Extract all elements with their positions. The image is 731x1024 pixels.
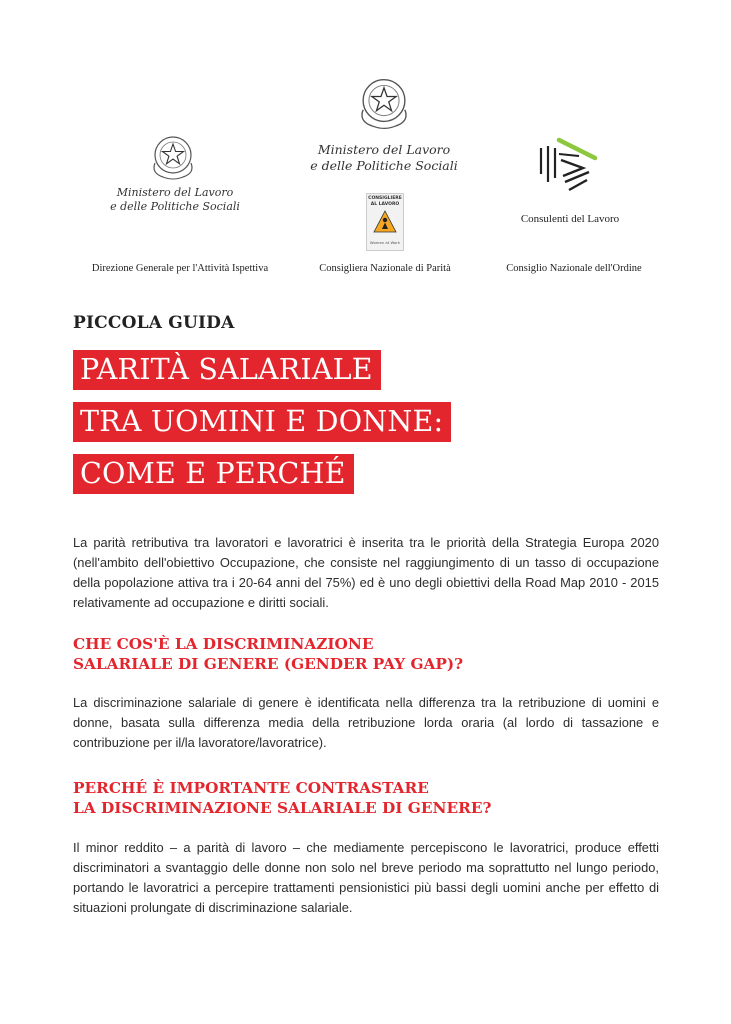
ministry-name-left <box>95 186 255 214</box>
logo-caption-center: Consigliera Nazionale di Parità <box>319 263 451 274</box>
badge-line1: CONSIGLIERE <box>368 196 402 201</box>
warning-woman-icon <box>373 210 397 234</box>
title-line-2: TRA UOMINI E DONNE: <box>73 402 451 442</box>
section1-heading-line1: CHE COS'È LA DISCRIMINAZIONE <box>73 635 374 653</box>
section2-heading-line1: PERCHÉ È IMPORTANTE CONTRASTARE <box>73 779 429 797</box>
logo-caption-left: Direzione Generale per l'Attività Ispettiva <box>91 263 269 274</box>
ministry-name-line1: Ministero del Lavoro <box>317 142 451 157</box>
ministry-name-center <box>294 142 474 174</box>
section1-heading <box>73 634 463 674</box>
italian-republic-emblem-left <box>149 133 197 183</box>
consulenti-lavoro-logo-icon <box>535 134 603 198</box>
title-line-3: COME E PERCHÉ <box>73 454 354 494</box>
consulenti-lavoro-name: Consulenti del Lavoro <box>520 213 620 225</box>
ministry-name-line2: e delle Politiche Sociali <box>110 200 240 213</box>
italian-republic-emblem-center <box>356 75 412 133</box>
badge-title <box>367 196 403 208</box>
section2-heading <box>73 778 491 818</box>
section1-heading-line2: SALARIALE DI GENERE (GENDER PAY GAP)? <box>73 655 464 673</box>
badge-footer: Women at Work <box>369 240 401 245</box>
badge-line2: AL LAVORO <box>370 202 400 207</box>
section2-body: Il minor reddito – a parità di lavoro – che mediamente percepiscono le lavoratrici, produce effetti discriminatori a svantaggio delle donne non solo nel breve periodo ma soprattutto nel lungo periodo, portando le lavoratrici a percepire trattamenti pensionistici più bassi degli uomini anche per effetto di situazioni prolungate di discriminazione salariale. <box>73 840 659 915</box>
ministry-name-line2: e delle Politiche Sociali <box>310 158 458 173</box>
title-line-1: PARITÀ SALARIALE <box>73 350 381 390</box>
logo-caption-right: Consiglio Nazionale dell'Ordine <box>506 263 642 274</box>
ministry-name-line1: Ministero del Lavoro <box>116 186 234 199</box>
consigliere-badge <box>366 193 404 251</box>
kicker: PICCOLA GUIDA <box>73 313 235 333</box>
section1-body: La discriminazione salariale di genere è identificata nella differenza tra la retribuzione di uomini e donne, basata sulla differenza media della retribuzione lorda oraria (al lordo di tassazione e contribuzione per il/la lavoratore/lavoratrice). <box>73 695 659 750</box>
section2-heading-line2: LA DISCRIMINAZIONE SALARIALE DI GENERE? <box>73 799 492 817</box>
intro-paragraph: La parità retributiva tra lavoratori e lavoratrici è inserita tra le priorità della Strategia Europa 2020 (nell'ambito dell'obiettivo Occupazione, che consiste nel raggiungimento di un tasso di occupazione della popolazione attiva tra i 20-64 anni del 75%) ed è uno degli obiettivi della Road Map 2010 - 2015 relativamente ad occupazione e diritti sociali. <box>73 535 659 610</box>
